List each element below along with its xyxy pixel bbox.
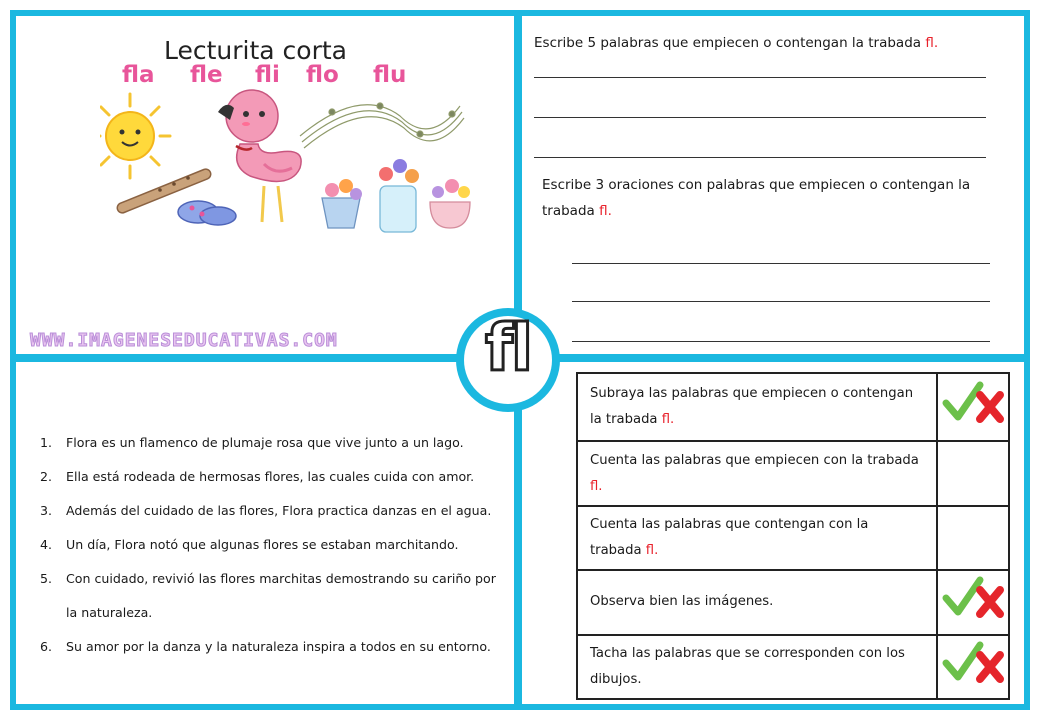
list-number: 6.: [40, 639, 53, 654]
task-text: Observa bien las imágenes.: [577, 570, 937, 634]
badge-text: fl: [485, 312, 531, 386]
flower-pot-icon: [322, 179, 362, 228]
task-mark-cell[interactable]: [937, 506, 1009, 570]
syllable-flo: flo: [306, 62, 339, 88]
task-table: [576, 372, 1010, 700]
slippers-icon: [178, 201, 236, 225]
task-text: Tacha las palabras que se corresponden con los dibujos.: [577, 635, 937, 699]
instruction-three-sentences: [542, 172, 990, 224]
list-item: [40, 460, 510, 494]
writing-line[interactable]: [572, 263, 990, 264]
sentence-list: [40, 426, 510, 664]
task-text: Cuenta las palabras que contengan con la trabada fl.: [577, 506, 937, 570]
syllable-fli: fli: [255, 62, 280, 88]
writing-line[interactable]: [572, 301, 990, 302]
list-item: [40, 494, 510, 528]
instruction-five-words: [534, 30, 1004, 56]
sentence-text: Flora es un flamenco de plumaje rosa que vive junto a un lago.: [66, 435, 464, 450]
highlight-fl: fl.: [661, 412, 675, 428]
sentence-text: Un día, Flora notó que algunas flores se estaban marchitando.: [66, 537, 459, 552]
table-row: [577, 570, 1009, 634]
flower-teacup-icon: [430, 179, 470, 228]
instruction-text: Escribe 5 palabras que empiecen o contengan la trabada: [534, 35, 926, 51]
table-row: [577, 506, 1009, 570]
check-cross-icon: [940, 574, 1006, 620]
highlight-fl: fl.: [645, 542, 659, 558]
flamingo-icon: [218, 90, 301, 222]
flower-vase-icon: [379, 159, 419, 232]
syllable-fle: fle: [190, 62, 223, 88]
page-title: Lecturita corta: [164, 36, 347, 65]
syllable-flu: flu: [373, 62, 407, 88]
task-mark-cell[interactable]: [937, 570, 1009, 634]
sentence-text: Ella está rodeada de hermosas flores, las cuales cuida con amor.: [66, 469, 475, 484]
task-mark-cell[interactable]: [937, 635, 1009, 699]
instruction-text: Escribe 3 oraciones con palabras que empiecen o contengan la trabada: [542, 177, 971, 219]
table-row: [577, 441, 1009, 505]
list-number: 5.: [40, 571, 53, 586]
task-text: Cuenta las palabras que empiecen con la trabada fl.: [577, 441, 937, 505]
sentence-text: Su amor por la danza y la naturaleza inspira a todos en su entorno.: [66, 639, 491, 654]
sentence-text: Con cuidado, revivió las flores marchitas demostrando su cariño por la naturaleza.: [66, 571, 496, 620]
check-cross-icon: [940, 379, 1006, 425]
task-text: Subraya las palabras que empiecen o contengan la trabada fl.: [577, 373, 937, 441]
sun-icon: [100, 94, 170, 178]
syllable-fla: fla: [122, 62, 155, 88]
list-number: 1.: [40, 435, 53, 450]
task-mark-cell[interactable]: [937, 441, 1009, 505]
illustration: [100, 86, 500, 236]
highlight-fl: fl.: [590, 478, 603, 494]
fl-badge: [456, 308, 560, 412]
list-item: [40, 426, 510, 460]
sentence-text: Además del cuidado de las flores, Flora practica danzas en el agua.: [66, 503, 492, 518]
writing-line[interactable]: [534, 77, 986, 78]
music-notes-icon: [300, 103, 464, 148]
task-mark-cell[interactable]: [937, 373, 1009, 441]
writing-line[interactable]: [534, 117, 986, 118]
list-number: 3.: [40, 503, 53, 518]
watermark: WWW.IMAGENESEDUCATIVAS.COM: [30, 330, 338, 351]
list-item: [40, 630, 510, 664]
highlight-fl: fl.: [925, 35, 939, 51]
table-row: [577, 635, 1009, 699]
table-row: [577, 373, 1009, 441]
list-item: [40, 528, 510, 562]
list-item: [40, 562, 510, 630]
list-number: 2.: [40, 469, 53, 484]
check-cross-icon: [940, 639, 1006, 685]
highlight-fl: fl.: [599, 203, 612, 219]
writing-line[interactable]: [572, 341, 990, 342]
list-number: 4.: [40, 537, 53, 552]
writing-line[interactable]: [534, 157, 986, 158]
